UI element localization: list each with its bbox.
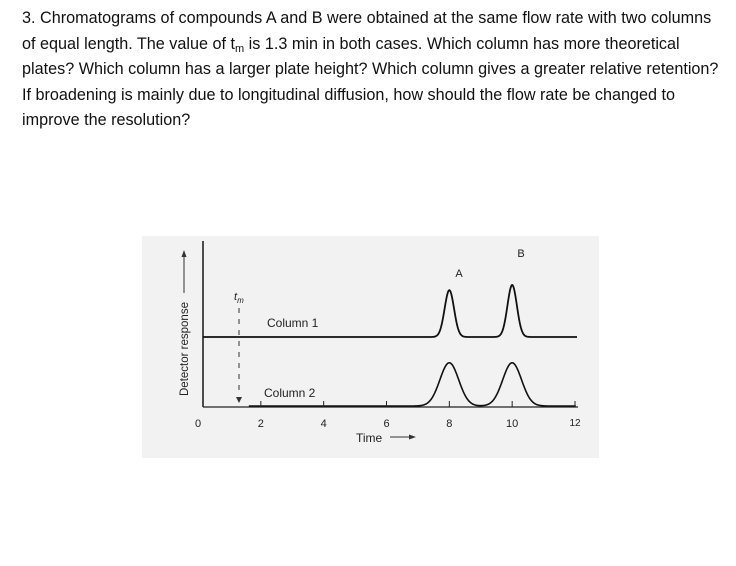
- peak-label-a: A: [455, 268, 463, 280]
- x-tick-label: 0: [194, 418, 202, 430]
- x-tick-label: 2: [257, 418, 264, 430]
- x-tick-label: 10: [506, 418, 519, 430]
- tm-label: $t_m$: [234, 291, 244, 305]
- question-number: 3.: [22, 9, 36, 27]
- y-axis-label: Detector response: [179, 302, 191, 396]
- x-axis-label: Time: [356, 431, 383, 445]
- tm-subscript: m: [235, 42, 245, 55]
- peak-label-b: B: [517, 248, 525, 260]
- series-label-column-2: Column 2: [264, 386, 316, 400]
- chromatogram-figure: [142, 236, 599, 458]
- series-label-column-1: Column 1: [267, 316, 319, 330]
- column-1-trace: [203, 285, 577, 337]
- x-tick-label: 4: [320, 418, 327, 430]
- question-part-1: Chromatograms of compounds A and B were obtained at the same flow rate with two columns of equal length. The value of t: [22, 9, 712, 53]
- chromatogram-chart: [142, 236, 599, 458]
- question-text: [22, 6, 728, 134]
- x-tick-label: 6: [383, 418, 390, 430]
- x-tick-label: 8: [446, 418, 453, 430]
- xlabel-arrowhead: [409, 435, 416, 440]
- question-part-2: is 1.3 min in both cases. Which column has more theoretical plates? Which column has a larger plate height? Which column gives a greater relative retention? If broadening is mainly due to longitudinal diffusion, how should the flow rate be changed to improve the resolution?: [22, 34, 719, 129]
- ylabel-arrowhead: [182, 250, 187, 257]
- tm-marker-arrowhead: [236, 397, 242, 403]
- x-tick-label: 12: [569, 418, 581, 429]
